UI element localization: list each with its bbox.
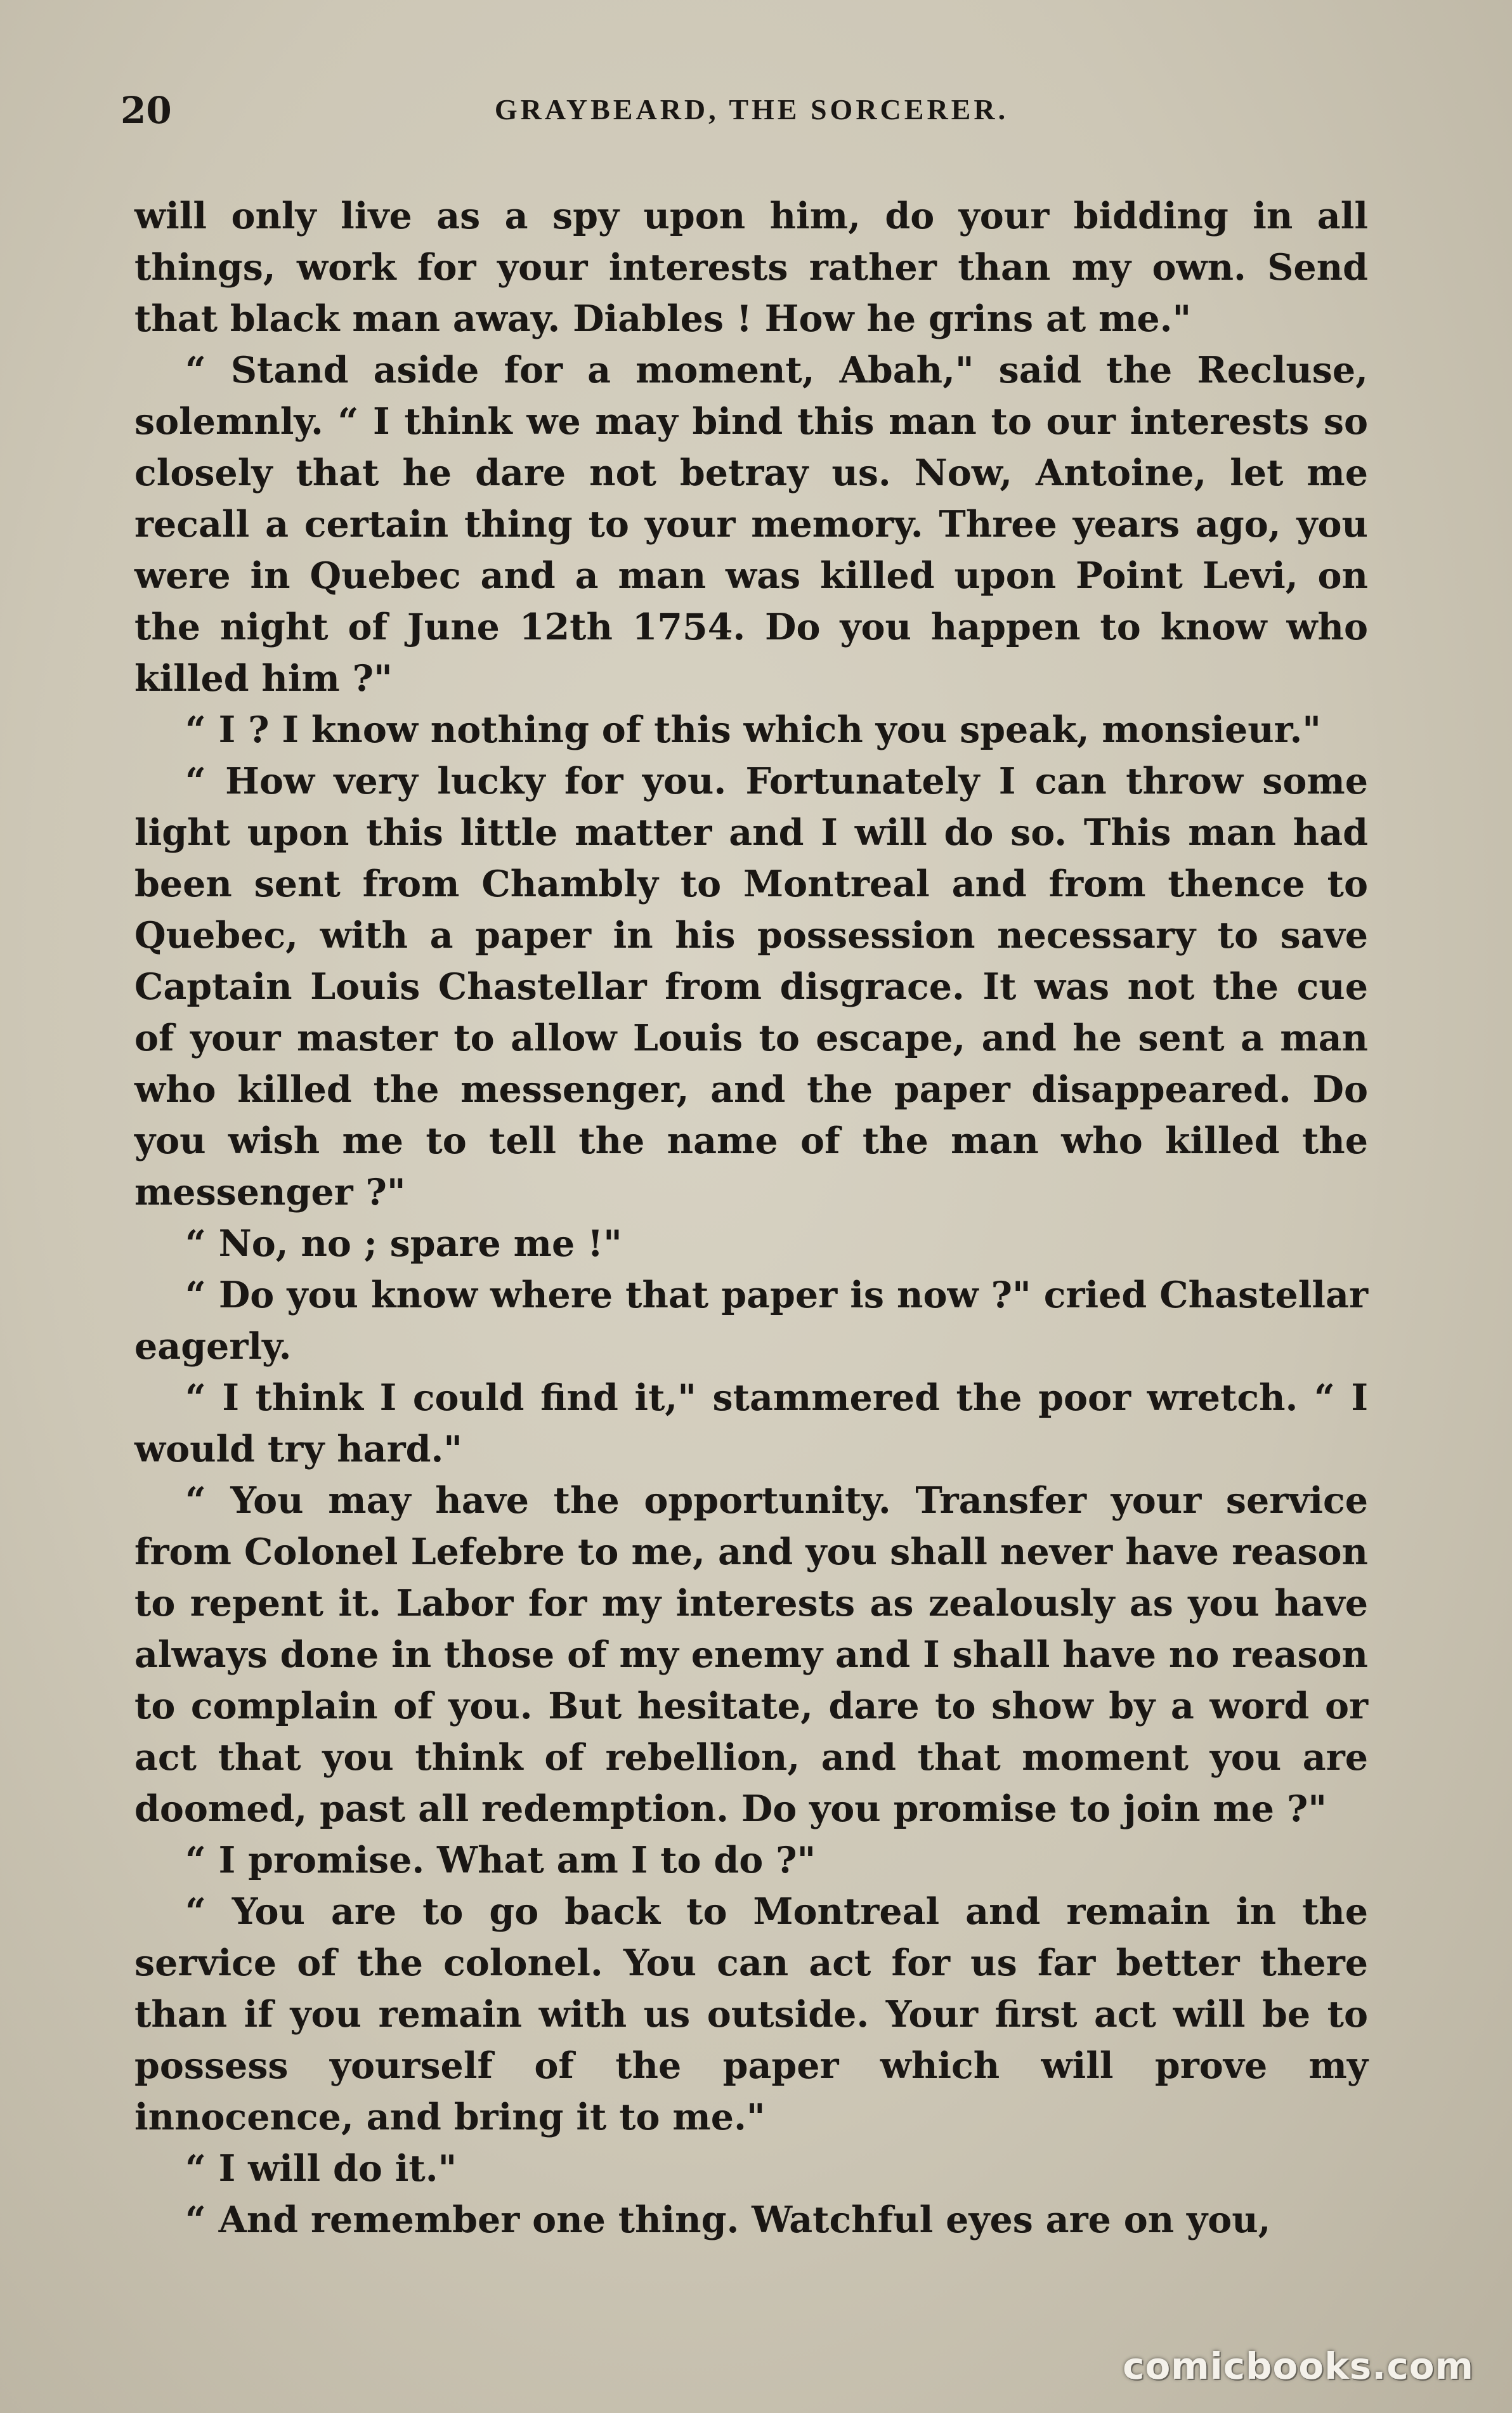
page-body-text bbox=[134, 190, 1368, 2246]
paragraph: “ Stand aside for a moment, Abah," said the Recluse, solemnly. “ I think we may bind this man to our interests so closely that he dare not betray us. Now, Antoine, let me recall a certain thing to your memory. Three years ago, you were in Quebec and a man was killed upon Point Levi, on the night of June 12th 1754. Do you happen to know who killed him ?" bbox=[134, 349, 1368, 700]
page-number: 20 bbox=[121, 89, 172, 132]
paragraph: “ No, no ; spare me !" bbox=[185, 1222, 622, 1265]
running-head: GRAYBEARD, THE SORCERER. bbox=[494, 93, 1009, 126]
paragraph: will only live as a spy upon him, do your bidding in all things, work for your interests rather than my own. Send that black man away. Diables ! How he grins at me." bbox=[134, 195, 1368, 340]
paragraph: “ Do you know where that paper is now ?" cried Chastellar eagerly. bbox=[134, 1274, 1368, 1368]
site-watermark: comicbooks.com bbox=[1123, 2344, 1474, 2388]
paragraph: “ And remember one thing. Watchful eyes are on you, bbox=[185, 2199, 1271, 2241]
paragraph: “ How very lucky for you. Fortunately I can throw some light upon this little matter and I will do so. This man had been sent from Chambly to Montreal and from thence to Quebec, with a paper in his possession necessary to save Captain Louis Chastellar from disgrace. It was not the cue of your master to allow Louis to escape, and he sent a man who killed the messenger, and the paper disappeared. Do you wish me to tell the name of the man who killed the messenger ?" bbox=[134, 760, 1368, 1213]
paragraph: “ You may have the opportunity. Transfer your service from Colonel Lefebre to me, and you shall never have reason to repent it. Labor for my interests as zealously as you have always done in those of my enemy and I shall have no reason to complain of you. But hesitate, dare to show by a word or act that you think of rebellion, and that moment you are doomed, past all redemption. Do you promise to join me ?" bbox=[134, 1479, 1368, 1830]
paragraph: “ I promise. What am I to do ?" bbox=[185, 1839, 816, 1881]
paragraph: “ You are to go back to Montreal and remain in the service of the colonel. You can act for us far better there than if you remain with us outside. Your first act will be to possess yourself of the paper which will prove my innocence, and bring it to me." bbox=[134, 1890, 1368, 2138]
paragraph: “ I think I could find it," stammered the poor wretch. “ I would try hard." bbox=[134, 1377, 1368, 1470]
paragraph: “ I ? I know nothing of this which you speak, monsieur." bbox=[185, 709, 1321, 751]
paragraph: “ I will do it." bbox=[185, 2147, 457, 2190]
page-header bbox=[121, 89, 1383, 140]
